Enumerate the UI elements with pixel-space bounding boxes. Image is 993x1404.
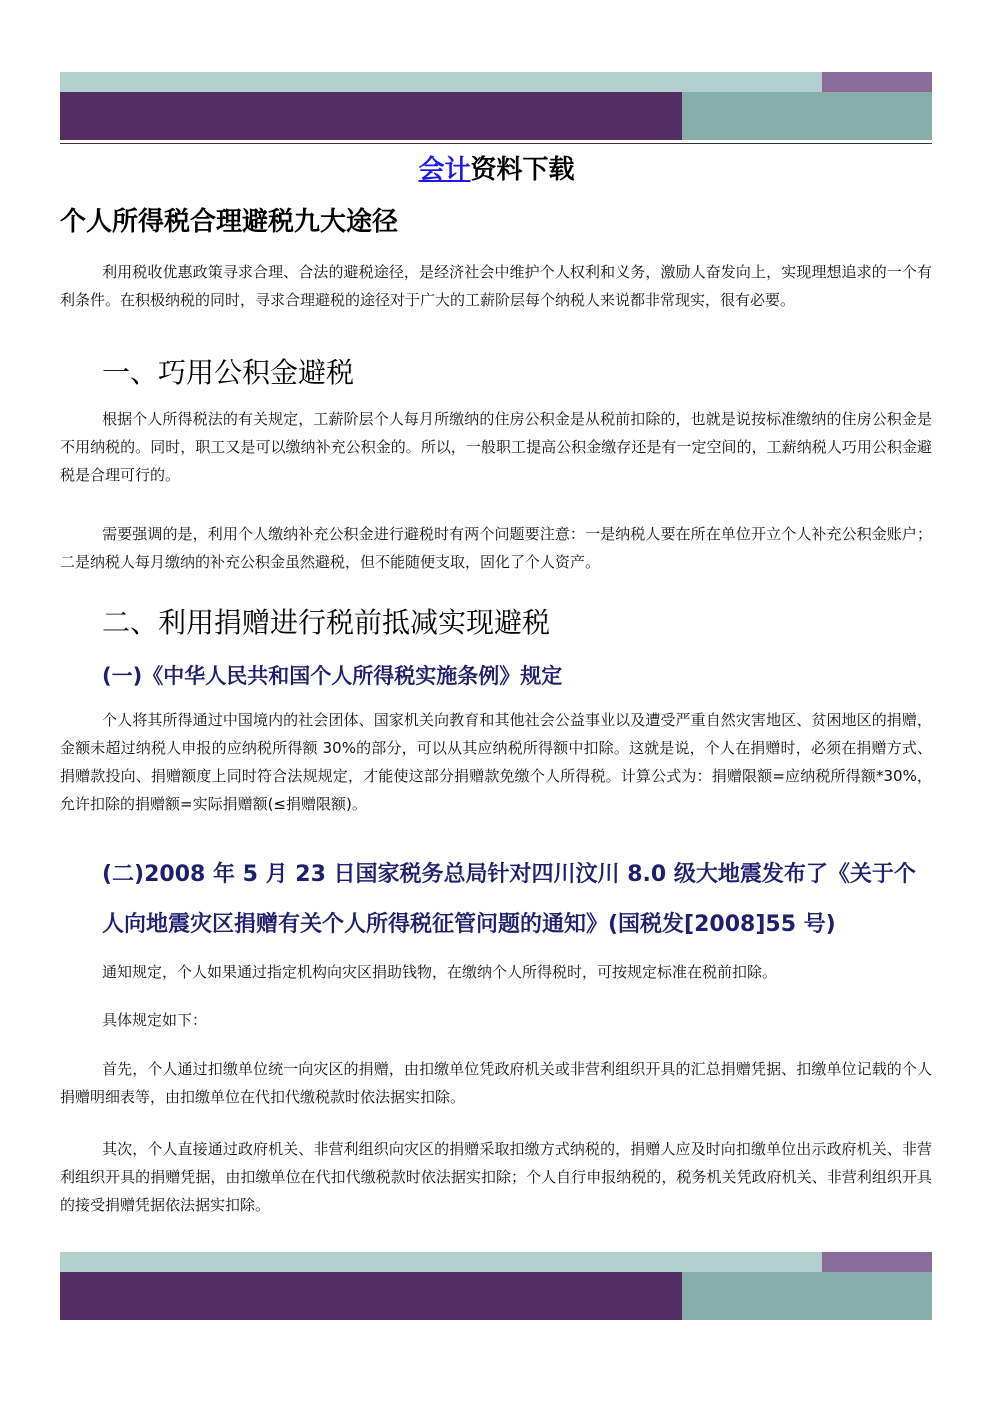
header-band-light [60,72,822,92]
header-band-purple [60,92,682,140]
footer-band-light [60,1252,822,1272]
section1-paragraph-2: 需要强调的是，利用个人缴纳补充公积金进行避税时有两个问题要注意：一是纳税人要在所在单位开立个人补充公积金账户；二是纳税人每月缴纳的补充公积金虽然避税，但不能随便支取，固化了个人资产。 [60,525,932,571]
section1-paragraph-1: 根据个人所得税法的有关规定，工薪阶层个人每月所缴纳的住房公积金是从税前扣除的，也就是说按标准缴纳的住房公积金是不用纳税的。同时，职工又是可以缴纳补充公积金的。所以，一般职工提高公积金缴存还是有一定空间的，工薪纳税人巧用公积金避税是合理可行的。 [60,410,932,484]
section1-heading: 一、巧用公积金避税 [102,356,355,389]
section2-sub2-paragraph-1: 通知规定，个人如果通过指定机构向灾区捐助钱物，在缴纳个人所得税时，可按规定标准在税前扣除。 [102,963,778,981]
section2-sub2-paragraph-3: 首先，个人通过扣缴单位统一向灾区的捐赠，由扣缴单位凭政府机关或非营利组织开具的汇总捐赠凭据、扣缴单位记载的个人捐赠明细表等，由扣缴单位在代扣代缴税款时依法据实扣除。 [60,1060,932,1106]
section2-sub2-paragraph-2: 具体规定如下： [102,1011,208,1029]
document-title: 个人所得税合理避税九大途径 [60,207,399,237]
header-band-teal [682,92,932,140]
accounting-link[interactable]: 会计 [418,155,471,185]
section2-sub1-paragraph: 个人将其所得通过中国境内的社会团体、国家机关向教育和其他社会公益事业以及遭受严重自然灾害地区、贫困地区的捐赠，金额未超过纳税人申报的应纳税所得额 30%的部分，可以从其应纳税所得额中扣除。这就是说，个人在捐赠时，必须在捐赠方式、捐赠款投向、捐赠额度上同时符合法规规定，才能使这部分捐赠款免缴个人所得税。计算公式为：捐赠限额=应纳税所得额*30%，允许扣除的捐赠额=实际捐赠额(≤捐赠限额)。 [60,711,932,813]
footer-band-mauve [822,1252,932,1272]
section2-sub2-paragraph-4: 其次，个人直接通过政府机关、非营利组织向灾区的捐赠采取扣缴方式纳税的，捐赠人应及时向扣缴单位出示政府机关、非营利组织开具的捐赠凭据，由扣缴单位在代扣代缴税款时依法据实扣除；个人自行申报纳税的，税务机关凭政府机关、非营利组织开具的接受捐赠凭据依法据实扣除。 [60,1140,932,1214]
header-decor-band [60,72,932,140]
section2-sub1-heading: (一)《中华人民共和国个人所得税实施条例》规定 [102,664,563,688]
header-band-mauve [822,72,932,92]
header-rule [60,143,932,144]
footer-band-teal [682,1272,932,1320]
section2-heading: 二、利用捐赠进行税前抵减实现避税 [102,606,551,639]
footer-band-purple [60,1272,682,1320]
header-title-rest: 资料下载 [470,155,575,185]
intro-paragraph: 利用税收优惠政策寻求合理、合法的避税途径，是经济社会中维护个人权利和义务，激励人奋发向上，实现理想追求的一个有利条件。在积极纳税的同时，寻求合理避税的途径对于广大的工薪阶层每个纳税人来说都非常现实，很有必要。 [60,263,932,309]
section2-sub2-heading: (二)2008 年 5 月 23 日国家税务总局针对四川汶川 8.0 级大地震发布了《关于个人向地震灾区捐赠有关个人所得税征管问题的通知》(国税发[2008]55 号) [102,862,916,937]
page-header-title [0,152,993,188]
footer-decor-band [60,1252,932,1320]
